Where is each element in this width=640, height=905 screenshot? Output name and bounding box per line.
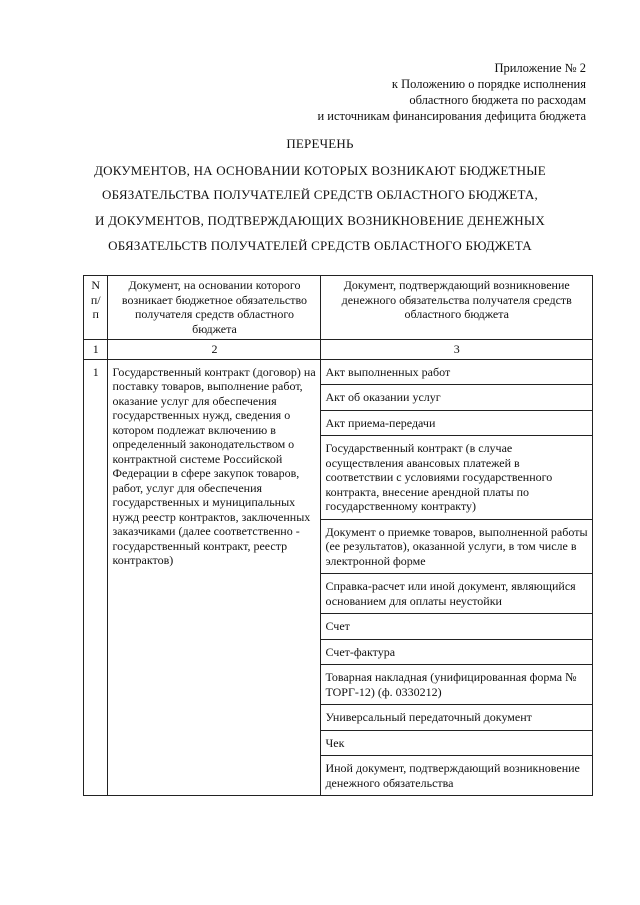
column-number-1: 1 xyxy=(84,340,108,360)
document-subtitle-line-4: ОБЯЗАТЕЛЬСТВ ПОЛУЧАТЕЛЕЙ СРЕДСТВ ОБЛАСТНОГО БЮДЖЕТА xyxy=(108,238,532,253)
confirming-document-cell: Акт приема-передачи xyxy=(321,410,593,436)
confirming-document-cell: Универсальный передаточный документ xyxy=(321,705,593,731)
confirming-document-cell: Государственный контракт (в случае осуществления авансовых платежей в соответствии с условиями государственного контракта, внесение арендной платы по государственному контракту) xyxy=(321,436,593,520)
documents-table xyxy=(83,275,593,796)
confirming-document-cell: Акт об оказании услуг xyxy=(321,385,593,411)
column-number-3: 3 xyxy=(321,340,593,360)
confirming-document-cell: Чек xyxy=(321,730,593,756)
document-subtitle-line-1: ДОКУМЕНТОВ, НА ОСНОВАНИИ КОТОРЫХ ВОЗНИКАЮТ БЮДЖЕТНЫЕ xyxy=(94,163,546,178)
appendix-header xyxy=(317,60,586,124)
appendix-reference-line-1: к Положению о порядке исполнения xyxy=(391,77,586,91)
document-title: ПЕРЕЧЕНЬ xyxy=(286,136,354,151)
appendix-reference-line-3: и источникам финансирования дефицита бюджета xyxy=(317,109,586,123)
confirming-document-cell: Счет xyxy=(321,614,593,640)
document-subtitle-line-2: ОБЯЗАТЕЛЬСТВА ПОЛУЧАТЕЛЕЙ СРЕДСТВ ОБЛАСТНОГО БЮДЖЕТА, xyxy=(102,187,538,202)
column-number-2: 2 xyxy=(108,340,321,360)
confirming-document-cell: Иной документ, подтверждающий возникновение денежного обязательства xyxy=(321,756,593,796)
header-confirming-cell: Документ, подтверждающий возникновение денежного обязательства получателя средств областного бюджета xyxy=(321,276,593,340)
row-number-cell: 1 xyxy=(84,359,108,796)
confirming-document-cell: Товарная накладная (унифицированная форма № ТОРГ-12) (ф. 0330212) xyxy=(321,665,593,705)
confirming-document-cell: Счет-фактура xyxy=(321,639,593,665)
column-numbers-row xyxy=(84,340,593,360)
table-row xyxy=(84,359,593,385)
table-header-row xyxy=(84,276,593,340)
basis-document-cell: Государственный контракт (договор) на поставку товаров, выполнение работ, оказание услуг для обеспечения государственных нужд, сведения о котором подлежат включению в определенный законодательством о контрактной системе Российской Федерации в сфере закупок товаров, работ, услуг для обеспечения государственных и муниципальных нужд реестр контрактов, заключенных заказчиками (далее соответственно - государственный контракт, реестр контрактов) xyxy=(108,359,321,796)
header-number-cell: N п/п xyxy=(84,276,108,340)
confirming-document-cell: Документ о приемке товаров, выполненной работы (ее результатов), оказанной услуги, в том числе в электронной форме xyxy=(321,519,593,574)
header-basis-cell: Документ, на основании которого возникает бюджетное обязательство получателя средств областного бюджета xyxy=(108,276,321,340)
confirming-document-cell: Справка-расчет или иной документ, являющийся основанием для оплаты неустойки xyxy=(321,574,593,614)
document-subtitle-line-3: И ДОКУМЕНТОВ, ПОДТВЕРЖДАЮЩИХ ВОЗНИКНОВЕНИЕ ДЕНЕЖНЫХ xyxy=(95,213,545,228)
appendix-number: Приложение № 2 xyxy=(494,61,586,75)
appendix-reference-line-2: областного бюджета по расходам xyxy=(409,93,586,107)
confirming-document-cell: Акт выполненных работ xyxy=(321,359,593,385)
